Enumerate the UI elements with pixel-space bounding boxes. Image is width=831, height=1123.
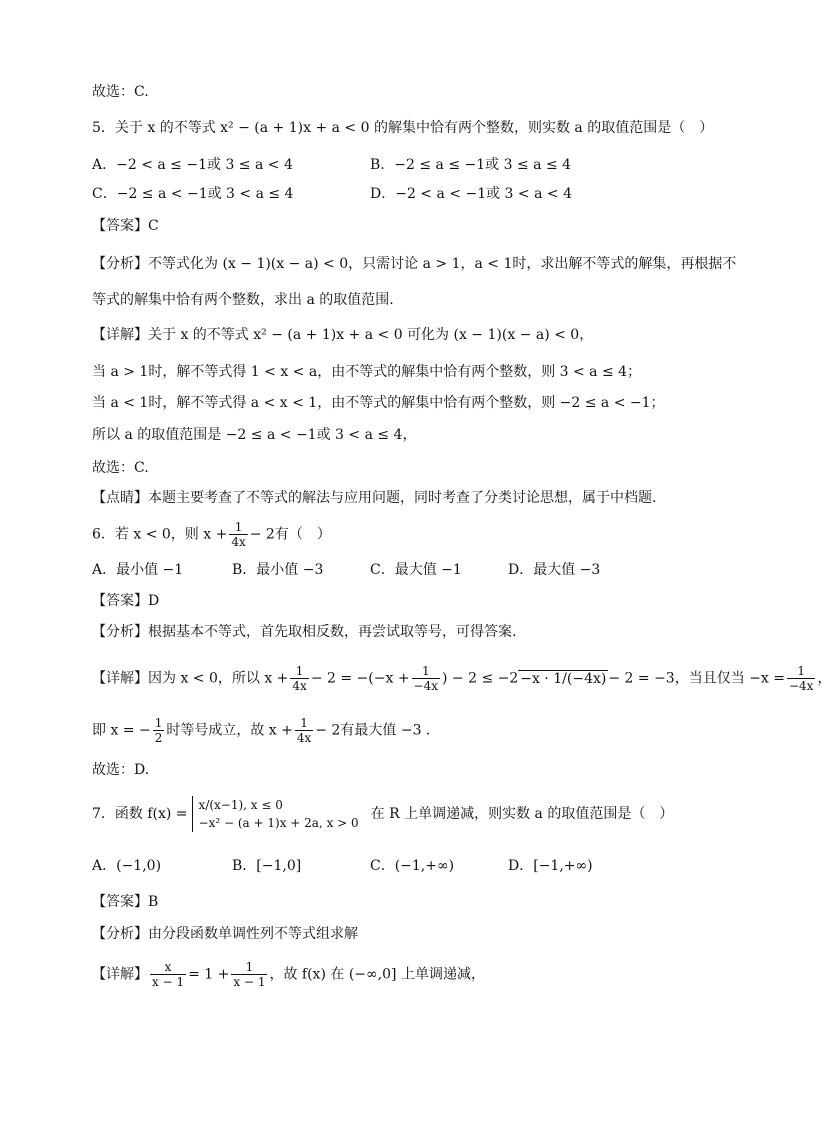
analysis-5-line2: 等式的解集中恰有两个整数，求出 a 的取值范围. xyxy=(92,292,394,308)
fraction xyxy=(295,716,313,745)
fraction-denominator: 4x xyxy=(292,679,307,693)
fraction-numerator: x xyxy=(150,960,186,975)
detail-6b-end: − 2有最大值 −3 . xyxy=(315,722,431,739)
option-5c: C．−2 ≤ a < −1或 3 < a ≤ 4 xyxy=(92,186,294,202)
fraction-numerator: 1 xyxy=(412,664,440,679)
detail-6-end: ， xyxy=(817,670,831,687)
question-7 xyxy=(92,796,673,832)
fraction-denominator: x − 1 xyxy=(233,975,266,989)
fraction-denominator: −4x xyxy=(413,679,439,693)
detail-6-mid1: − 2 = −(−x + xyxy=(310,670,410,687)
text-line: 故选：C. xyxy=(92,84,149,100)
fraction xyxy=(153,716,165,745)
detail-6-line2 xyxy=(92,716,430,745)
option-5d: D．−2 < a < −1或 3 < a < 4 xyxy=(370,186,572,202)
question-7-prefix: 7．函数 f(x) = xyxy=(92,806,188,822)
piecewise-case-2: −x² − (a + 1)x + 2a, x > 0 xyxy=(198,816,359,830)
fraction-numerator: 1 xyxy=(295,716,313,731)
fraction xyxy=(150,960,186,989)
detail-5-line3: 当 a < 1时，解不等式得 a < x < 1，由不等式的解集中恰有两个整数，则 −2 ≤ a < −1； xyxy=(92,395,665,411)
detail-5-line4: 所以 a 的取值范围是 −2 ≤ a < −1或 3 < a ≤ 4， xyxy=(92,427,417,443)
detail-6b-prefix: 即 x = − xyxy=(92,722,151,739)
text-line: 故选：D. xyxy=(92,762,150,778)
fraction-denominator: 4x xyxy=(296,731,312,745)
detail-7-end: ，故 f(x) 在 (−∞,0] 上单调递减， xyxy=(269,966,485,983)
option-5a: A．−2 < a ≤ −1或 3 ≤ a < 4 xyxy=(92,157,293,173)
option-6b: B．最小值 −3 xyxy=(232,562,324,578)
question-5: 5．关于 x 的不等式 x² − (a + 1)x + a < 0 的解集中恰有两个整数，则实数 a 的取值范围是（ ） xyxy=(92,120,714,136)
analysis-7: 【分析】由分段函数单调性列不等式组求解 xyxy=(92,926,358,942)
fraction xyxy=(787,664,815,693)
analysis-6: 【分析】根据基本不等式，首先取相反数，再尝试取等号，可得答案. xyxy=(92,624,517,640)
option-6c: C．最大值 −1 xyxy=(370,562,462,578)
detail-6-line1 xyxy=(92,664,831,693)
option-7d: D．[−1,+∞) xyxy=(508,858,593,874)
detail-6-prefix: 【详解】因为 x < 0，所以 x + xyxy=(92,670,289,687)
question-6-prefix: 6．若 x < 0，则 x + xyxy=(92,526,228,543)
answer-7: 【答案】B xyxy=(92,894,159,910)
fraction xyxy=(412,664,440,693)
fraction xyxy=(290,664,308,693)
fraction-denominator: x − 1 xyxy=(152,975,185,989)
fraction-denominator: 2 xyxy=(154,731,163,745)
comment-5: 【点睛】本题主要考查了不等式的解法与应用问题，同时考查了分类讨论思想，属于中档题. xyxy=(92,490,657,506)
fraction-numerator: 1 xyxy=(290,664,308,679)
fraction-numerator: 1 xyxy=(787,664,815,679)
fraction xyxy=(231,960,267,989)
fraction-denominator: 4x xyxy=(231,535,246,549)
fraction-numerator: 1 xyxy=(229,520,247,535)
analysis-5-line1: 【分析】不等式化为 (x − 1)(x − a) < 0，只需讨论 a > 1，a < 1时，求出解不等式的解集，再根据不 xyxy=(92,256,737,272)
detail-6b-mid: 时等号成立，故 x + xyxy=(166,722,293,739)
detail-7-line1 xyxy=(92,960,485,989)
option-7a: A．(−1,0) xyxy=(92,858,162,874)
question-6-suffix: − 2有（ ） xyxy=(249,526,331,543)
text-line: 故选：C. xyxy=(92,460,149,476)
option-5b: B．−2 ≤ a ≤ −1或 3 ≤ a ≤ 4 xyxy=(370,157,572,173)
option-6d: D．最大值 −3 xyxy=(508,562,601,578)
detail-6-mid3: − 2 = −3，当且仅当 −x = xyxy=(608,670,785,687)
square-root: −x · 1/(−4x) xyxy=(520,670,607,687)
detail-6-mid2: ) − 2 ≤ −2 xyxy=(442,670,519,687)
option-7c: C．(−1,+∞) xyxy=(370,858,455,874)
fraction-numerator: 1 xyxy=(231,960,267,975)
question-7-suffix: 在 R 上单调递减，则实数 a 的取值范围是（ ） xyxy=(370,806,674,822)
fraction-denominator: −4x xyxy=(788,679,814,693)
answer-5: 【答案】C xyxy=(92,218,159,234)
option-6a: A．最小值 −1 xyxy=(92,562,184,578)
fraction xyxy=(229,520,247,549)
detail-7-mid: = 1 + xyxy=(188,966,230,983)
answer-6: 【答案】D xyxy=(92,593,160,609)
fraction-numerator: 1 xyxy=(154,716,163,730)
piecewise-function xyxy=(192,796,359,832)
detail-7-prefix: 【详解】 xyxy=(92,966,148,983)
piecewise-case-1: x/(x−1), x ≤ 0 xyxy=(198,798,283,812)
detail-5-line1: 【详解】关于 x 的不等式 x² − (a + 1)x + a < 0 可化为 (x − 1)(x − a) < 0， xyxy=(92,327,594,343)
question-6 xyxy=(92,520,331,549)
option-7b: B．[−1,0] xyxy=(232,858,302,874)
detail-5-line2: 当 a > 1时，解不等式得 1 < x < a，由不等式的解集中恰有两个整数，则 3 < a ≤ 4； xyxy=(92,364,642,380)
